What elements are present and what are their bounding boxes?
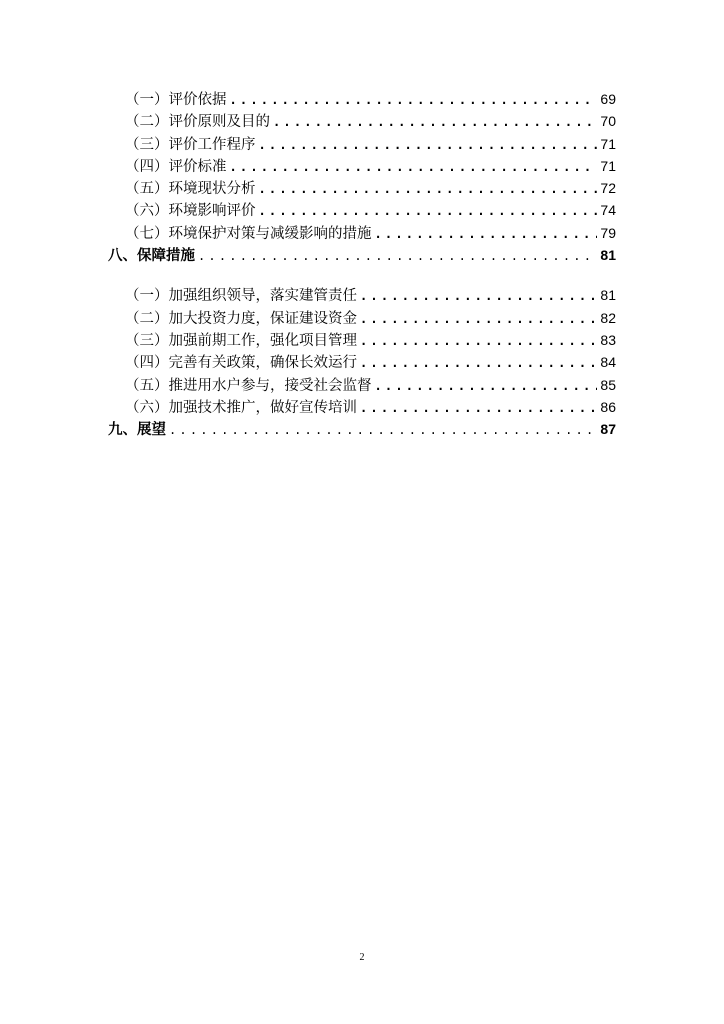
toc-entry-page: 79 [600,224,616,241]
toc-entry[interactable] [108,329,616,351]
toc-entry-title: （二）加大投资力度，保证建设资金 [125,310,357,327]
toc-entry-page: 82 [600,309,616,326]
toc-chapter-title: 八、保障措施 [108,248,195,265]
toc-entry[interactable] [108,307,616,329]
toc-leader-dots [360,285,597,307]
toc-entry-title: （五）环境现状分析 [125,181,256,198]
footer-page-number: 2 [359,952,365,963]
toc-entry-page: 71 [600,157,616,174]
toc-entry[interactable] [108,396,616,418]
toc-leader-dots [360,330,597,352]
toc-chapter-page: 81 [600,247,616,264]
toc-entry-page: 85 [600,376,616,393]
toc-leader-dots [360,308,597,330]
toc-entry-page: 69 [600,91,616,107]
toc-entry[interactable] [108,177,616,199]
toc-chapter-title: 九、展望 [108,422,166,439]
toc-entry-title: （六）环境影响评价 [125,203,256,220]
toc-entry-page: 71 [600,135,616,152]
toc-entry[interactable] [108,374,616,396]
toc-leader-dots [375,375,598,397]
toc-entry[interactable] [108,351,616,373]
toc-chapter-entry[interactable] [108,418,616,440]
toc-entry-page: 86 [600,398,616,415]
toc-entry-title: （五）推进用水户参与，接受社会监督 [125,377,372,394]
toc-entry-page: 84 [600,354,616,371]
toc-leader-dots [360,352,597,374]
toc-leader-dots [273,111,597,133]
toc-entry-title: （六）加强技术推广，做好宣传培训 [125,399,357,416]
toc-leader-dots [259,200,598,222]
toc-entry[interactable] [108,284,616,306]
toc-spacer [108,266,616,284]
toc-entry-title: （七）环境保护对策与减缓影响的措施 [125,225,372,242]
toc-entry-page: 72 [600,180,616,197]
toc-entry[interactable] [108,155,616,177]
toc-entry-page: 74 [600,202,616,219]
toc-entry-title: （一）加强组织领导，落实建管责任 [125,288,357,305]
toc-chapter-page: 87 [600,421,616,438]
toc-leader-dots [169,419,597,441]
toc-entry[interactable] [108,133,616,155]
table-of-contents [108,88,616,440]
toc-leader-dots [259,178,598,200]
toc-leader-dots [230,89,598,111]
toc-entry[interactable] [108,199,616,221]
toc-entry-page: 81 [600,287,616,304]
toc-entry-page: 70 [600,113,616,130]
toc-leader-dots [230,156,598,178]
toc-leader-dots [259,134,598,156]
toc-entry-title: （一）评价依据 [125,92,227,108]
toc-leader-dots [360,397,597,419]
toc-entry[interactable] [108,110,616,132]
toc-entry[interactable] [108,222,616,244]
toc-entry-title: （二）评价原则及目的 [125,114,270,131]
toc-entry-title: （四）完善有关政策，确保长效运行 [125,355,357,372]
toc-leader-dots [375,223,598,245]
toc-leader-dots [198,245,597,267]
toc-entry-title: （三）评价工作程序 [125,136,256,153]
toc-entry-title: （四）评价标准 [125,158,227,175]
toc-chapter-entry[interactable] [108,244,616,266]
toc-entry-title: （三）加强前期工作，强化项目管理 [125,332,357,349]
toc-entry[interactable] [108,88,616,110]
toc-entry-page: 83 [600,331,616,348]
